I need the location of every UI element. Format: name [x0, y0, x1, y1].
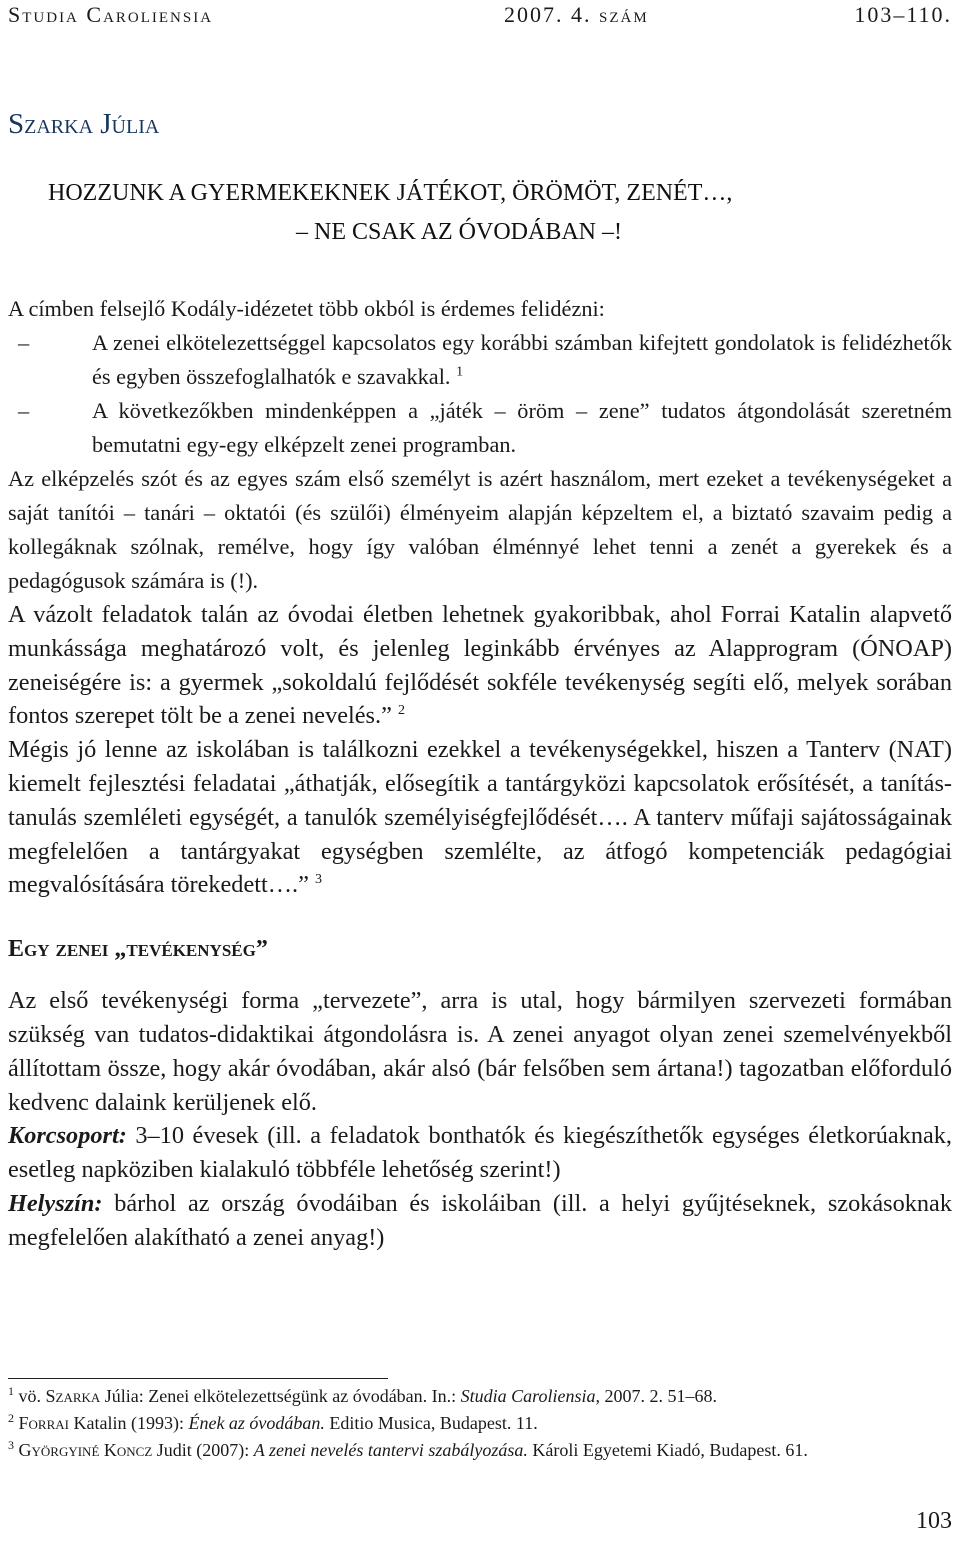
footnote-number: 3: [8, 1438, 14, 1452]
paragraph-text: Mégis jó lenne az iskolában is találkozni ezekkel a tevékenységekkel, hiszen a Tanterv (NAT) kiemelt fejlesztési feladatai „áthatják, elősegítik a tantárgyközi kapcsolatok erősítését, a tanítás-tanulás szemléleti egységét, a tanulók személyiségfejlődését…. A tanterv műfaji sajátosságainak megfelelően a tantárgyakat egységben szemlélte, az átfogó kompetenciák pedagógiai megvalósítására törekedett….”: [8, 736, 952, 899]
bullet-dash: –: [18, 330, 30, 355]
footnote-details: Editio Musica, Budapest. 11.: [324, 1413, 538, 1433]
list-item-text: A következőkben mindenképpen a „játék – öröm – zene” tudatos átgondolását szeretném bemutatni egy-egy elképzelt zenei programban.: [92, 398, 952, 457]
footnote-author: Györgyiné Koncz: [18, 1440, 153, 1460]
title-line-1: HOZZUNK A GYERMEKEKNEK JÁTÉKOT, ÖRÖMÖT, ZENÉT…,: [48, 180, 733, 206]
intro-paragraph: A címben felsejlő Kodály-idézetet több okból is érdemes felidézni:: [8, 296, 605, 321]
footnote-author: Forrai: [18, 1413, 69, 1433]
footnote-number: 1: [8, 1384, 14, 1398]
location-label: Helyszín:: [8, 1189, 103, 1217]
footnote-ref-2[interactable]: 2: [397, 703, 405, 719]
footnote: [8, 1410, 952, 1437]
footnote: [8, 1383, 952, 1410]
article-author: Szarka Júlia: [8, 108, 160, 140]
footnote-text: Júlia: Zenei elkötelezettségünk az óvodában. In.:: [100, 1386, 461, 1406]
body-paragraph: [8, 1187, 952, 1255]
body-paragraph: Az elképzelés szót és az egyes szám első személyt is azért használom, mert ezeket a tevékenységeket a saját tanítói – tanári – oktatói (és szülői) élményeim alapján képzeltem el, a biztató szavaim pedig a kollegáknak szólnak, remélve, hogy így valóban élménnyé lehet tenni a zenét a gyerekek és a pedagógusok számára is (!).: [8, 466, 952, 593]
footnote-source: A zenei nevelés tantervi szabályozása.: [253, 1440, 528, 1460]
body-paragraph: [8, 1119, 952, 1187]
body-paragraph: [8, 598, 952, 733]
footnotes: [8, 1378, 952, 1464]
footnote-number: 2: [8, 1411, 14, 1425]
footnote-details: Károli Egyetemi Kiadó, Budapest. 61.: [527, 1440, 808, 1460]
body-paragraph: [8, 733, 952, 902]
footnote-text: Katalin (1993):: [68, 1413, 189, 1433]
list-item: [8, 394, 952, 462]
title-line-2: – NE CSAK AZ ÓVODÁBAN –!: [296, 219, 623, 245]
footnote-source: Ének az óvodában.: [188, 1413, 325, 1433]
section-heading: Egy zenei „tevékenység”: [8, 936, 268, 963]
footnote-source: Studia Caroliensia,: [460, 1386, 601, 1406]
paragraph-text: 3–10 évesek (ill. a feladatok bonthatók és kiegészíthetők egységes életkorúaknak, esetleg napköziben kialakuló többféle lehetőség szerint!): [8, 1122, 952, 1184]
list-item-text: A zenei elkötelezettséggel kapcsolatos egy korábbi számban kifejtett gondolatok is felidézhetők és egyben összefoglalhatók e szavakkal.: [92, 330, 952, 389]
bullet-dash: –: [18, 398, 30, 423]
footnote-ref-1[interactable]: 1: [456, 364, 464, 380]
age-group-label: Korcsoport:: [8, 1122, 127, 1150]
footnote-details: 2007. 2. 51–68.: [600, 1386, 718, 1406]
footnote-prefix: vö.: [18, 1386, 46, 1406]
list-item: [8, 326, 952, 394]
page-range: 103–110.: [854, 2, 952, 27]
footnote-divider: [8, 1378, 388, 1379]
paragraph-text: bárhol az ország óvodáiban és iskoláiban (ill. a helyi gyűjtéseknek, szokásoknak megfelelően alakítható a zenei anyag!): [8, 1189, 952, 1251]
footnote: [8, 1437, 952, 1464]
journal-name: Studia Caroliensia: [8, 2, 214, 27]
body-paragraph: Az első tevékenységi forma „tervezete”, arra is utal, hogy bármilyen szervezeti formában szükség van tudatos-didaktikai átgondolásra is. A zenei anyagot olyan zenei szemelvényekből állítottam össze, hogy akár óvodában, akár alsó (bár felsőben sem ártana!) tagozatban előforduló kedvenc dalaink kerüljenek elő.: [8, 987, 952, 1116]
article-body: [8, 292, 952, 1255]
issue-number: 2007. 4. szám: [504, 2, 649, 27]
running-header: [8, 2, 952, 32]
paragraph-text: A vázolt feladatok talán az óvodai életben lehetnek gyakoribbak, ahol Forrai Katalin alapvető munkássága meghatározó volt, és jelenleg leginkább érvényes az Alapprogram (ÓNOAP) zeneiségére is: a gyermek „sokoldalú fejlődését sokféle tevékenység segíti elő, melyek sorában fontos szerepet tölt be a zenei nevelés.”: [8, 601, 952, 730]
page-number: 103: [916, 1508, 952, 1534]
footnote-text: Judit (2007):: [152, 1440, 254, 1460]
footnote-author: Szarka: [45, 1386, 101, 1406]
article-title: [48, 180, 928, 246]
footnote-ref-3[interactable]: 3: [314, 872, 322, 888]
